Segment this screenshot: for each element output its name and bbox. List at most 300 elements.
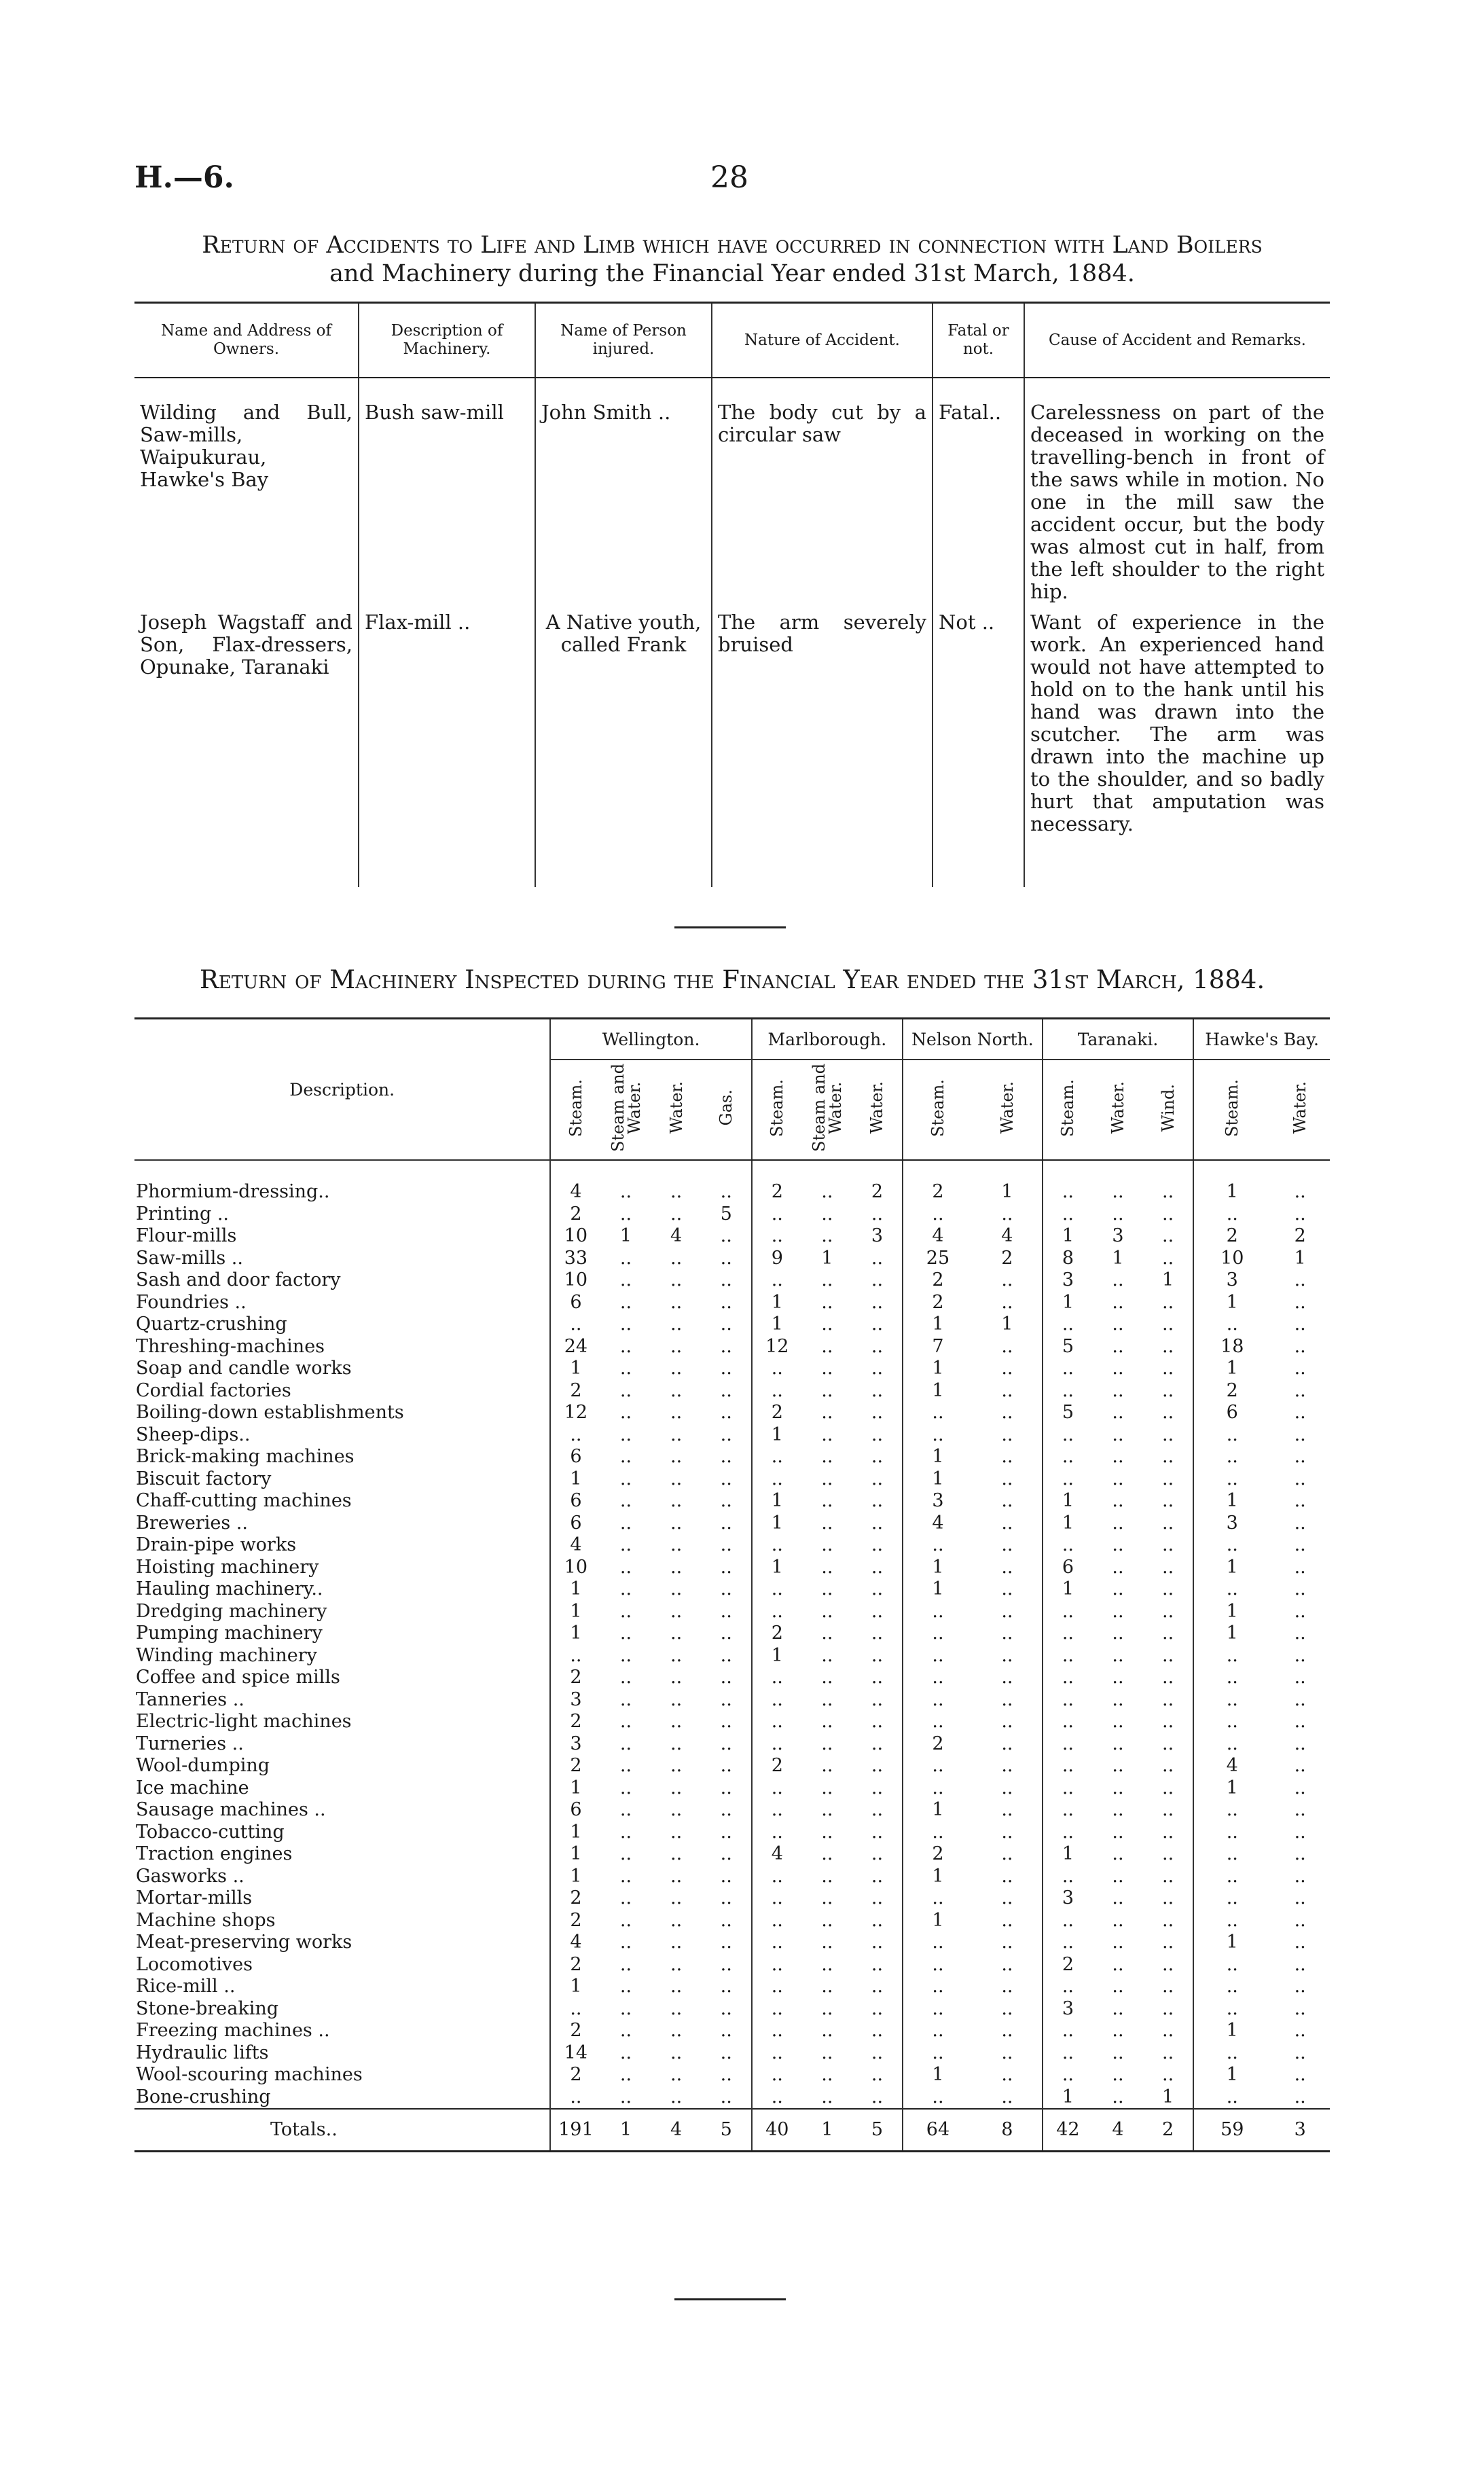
count-cell-taranaki-steam: ..	[1043, 1623, 1093, 1645]
count-cell-wellington-steam-and-water: ..	[619, 1887, 632, 1908]
count-cell-wellington-steam-and-water: ..	[619, 2020, 632, 2041]
count-cell-taranaki-water: 1	[1112, 1247, 1124, 1269]
count-cell-wellington-steam-and-water: ..	[619, 1733, 632, 1754]
count-cell-wellington-gas: ..	[720, 1512, 732, 1534]
count-cell-hawkes-bay-water: ..	[1294, 1446, 1306, 1467]
machinery-row	[134, 2042, 1330, 2065]
count-cell-marlborough-water: ..	[871, 1777, 884, 1798]
machinery-description-cell: Saw-mills ..	[136, 1247, 243, 1269]
count-cell-wellington-water: ..	[670, 1269, 683, 1290]
count-cell-wellington-steam: 1	[550, 1468, 600, 1491]
count-cell-marlborough-water: ..	[871, 1358, 884, 1379]
count-cell-marlborough-water: ..	[871, 1247, 884, 1269]
count-cell-taranaki-water: 4	[1093, 2109, 1143, 2152]
count-cell-hawkes-bay-water: ..	[1294, 1667, 1306, 1688]
count-cell-hawkes-bay-water: ..	[1294, 2064, 1306, 2085]
count-cell-wellington-water: ..	[670, 1623, 683, 1644]
count-cell-taranaki-steam: ..	[1043, 2020, 1093, 2042]
count-cell-taranaki-wind: ..	[1162, 1446, 1174, 1467]
machinery-row	[134, 1380, 1330, 1403]
count-cell-marlborough-water: ..	[871, 1534, 884, 1555]
count-cell-marlborough-steam-and-water: ..	[821, 1667, 833, 1688]
count-cell-wellington-gas: ..	[720, 1976, 732, 1997]
machinery-description-cell: Hydraulic lifts	[136, 2042, 269, 2063]
count-cell-marlborough-water: ..	[871, 1755, 884, 1776]
count-cell-nelson-north-water: 2	[1001, 1247, 1013, 1269]
column-header-nelson-north-water	[973, 1060, 1043, 1160]
section-divider	[674, 926, 786, 928]
count-cell-wellington-gas: ..	[720, 1247, 732, 1269]
count-cell-taranaki-water: ..	[1112, 1314, 1124, 1335]
machinery-description-cell: Chaff-cutting machines	[136, 1490, 352, 1511]
count-cell-wellington-water: ..	[670, 1534, 683, 1555]
count-cell-marlborough-steam: ..	[752, 1667, 802, 1689]
count-cell-hawkes-bay-steam: ..	[1193, 1799, 1270, 1822]
count-cell-marlborough-steam-and-water: ..	[821, 1468, 833, 1489]
count-cell-hawkes-bay-water: ..	[1294, 1623, 1306, 1644]
count-cell-hawkes-bay-water: ..	[1294, 1821, 1306, 1843]
count-cell-wellington-steam: 4	[550, 1932, 600, 1954]
accident-row	[134, 607, 1330, 887]
running-head	[134, 160, 1330, 201]
region-nelson-north: Nelson North.	[903, 1019, 1043, 1060]
count-cell-wellington-steam-and-water: ..	[619, 1777, 632, 1798]
count-cell-marlborough-water: ..	[871, 1865, 884, 1887]
count-cell-hawkes-bay-water: ..	[1294, 1578, 1306, 1599]
count-cell-wellington-water: ..	[670, 2064, 683, 2085]
count-cell-taranaki-wind: ..	[1162, 1711, 1174, 1732]
count-cell-marlborough-steam: 1	[752, 1513, 802, 1535]
count-cell-marlborough-steam: ..	[752, 1534, 802, 1557]
machinery-row	[134, 1667, 1330, 1689]
machinery-row	[134, 1204, 1330, 1226]
count-cell-wellington-steam: 3	[550, 1733, 600, 1756]
count-cell-hawkes-bay-water: ..	[1294, 1358, 1306, 1379]
accident-row	[134, 378, 1330, 607]
count-cell-marlborough-steam: 9	[752, 1248, 802, 1270]
machinery-row	[134, 1689, 1330, 1712]
count-cell-taranaki-wind: ..	[1162, 1358, 1174, 1379]
count-cell-hawkes-bay-water: ..	[1294, 1733, 1306, 1754]
count-cell-marlborough-steam-and-water: ..	[821, 1534, 833, 1555]
count-cell-hawkes-bay-steam: ..	[1193, 1733, 1270, 1756]
count-cell-wellington-water: ..	[670, 1600, 683, 1622]
count-cell-hawkes-bay-steam: ..	[1193, 1998, 1270, 2021]
count-cell-wellington-steam-and-water: 1	[600, 2109, 651, 2152]
count-cell-nelson-north-water: ..	[1001, 1843, 1013, 1864]
count-cell-marlborough-steam: ..	[752, 1689, 802, 1712]
count-cell-nelson-north-water: ..	[1001, 1446, 1013, 1467]
machinery-row	[134, 2020, 1330, 2042]
machinery-region-header-row	[134, 1019, 1330, 1060]
count-cell-taranaki-wind: ..	[1162, 1865, 1174, 1887]
count-cell-hawkes-bay-steam: ..	[1193, 1424, 1270, 1447]
count-cell-taranaki-wind: ..	[1162, 1953, 1174, 1975]
count-cell-wellington-water: ..	[670, 1578, 683, 1599]
count-cell-wellington-water: ..	[670, 1997, 683, 2019]
count-cell-hawkes-bay-water: ..	[1294, 1534, 1306, 1555]
count-cell-marlborough-water: ..	[871, 2086, 884, 2107]
count-cell-hawkes-bay-water: ..	[1294, 1181, 1306, 1202]
count-cell-hawkes-bay-steam: 4	[1193, 1755, 1270, 1777]
count-cell-taranaki-wind: ..	[1162, 1468, 1174, 1489]
count-cell-nelson-north-water: ..	[1001, 1335, 1013, 1357]
count-cell-marlborough-steam-and-water: ..	[821, 1269, 833, 1290]
count-cell-marlborough-steam: ..	[752, 1954, 802, 1976]
count-cell-nelson-north-water: ..	[1001, 1733, 1013, 1754]
column-header-wellington-steam	[550, 1060, 600, 1160]
machinery-row	[134, 1534, 1330, 1557]
count-cell-wellington-water: ..	[670, 1247, 683, 1269]
count-cell-wellington-steam: ..	[550, 1645, 600, 1667]
count-cell-taranaki-water: ..	[1112, 1446, 1124, 1467]
machinery-description-cell: Sheep-dips..	[136, 1424, 251, 1445]
count-cell-hawkes-bay-steam: ..	[1193, 1314, 1270, 1336]
count-cell-wellington-water: ..	[670, 1446, 683, 1467]
count-cell-hawkes-bay-water: ..	[1294, 2042, 1306, 2063]
count-cell-wellington-water: ..	[670, 1667, 683, 1688]
machinery-description-cell: Ice machine	[136, 1777, 249, 1798]
count-cell-taranaki-steam: ..	[1043, 1932, 1093, 1954]
count-cell-marlborough-water: ..	[871, 1379, 884, 1401]
count-cell-taranaki-wind: ..	[1162, 1225, 1174, 1246]
count-cell-wellington-steam: 6	[550, 1446, 600, 1468]
count-cell-wellington-water: ..	[670, 1468, 683, 1489]
count-cell-marlborough-steam: ..	[752, 1578, 802, 1601]
count-cell-taranaki-steam: 2	[1043, 1954, 1093, 1976]
count-cell-taranaki-steam: 3	[1043, 1887, 1093, 1910]
column-header-label: Wind.	[1158, 1083, 1178, 1132]
count-cell-hawkes-bay-steam: ..	[1193, 2086, 1270, 2110]
count-cell-nelson-north-water: 4	[1001, 1225, 1013, 1246]
count-cell-taranaki-steam: ..	[1043, 1976, 1093, 1998]
machinery-description-cell: Soap and candle works	[136, 1358, 352, 1379]
count-cell-taranaki-steam: ..	[1043, 1910, 1093, 1932]
column-header-label: Steam.	[1223, 1079, 1242, 1137]
count-cell-marlborough-steam: 4	[752, 1843, 802, 1866]
count-cell-marlborough-steam: ..	[752, 1380, 802, 1403]
count-cell-wellington-steam: 1	[550, 1623, 600, 1645]
column-header-label: Steam.	[928, 1079, 947, 1137]
machinery-row	[134, 1623, 1330, 1645]
count-cell-hawkes-bay-steam: 1	[1193, 1292, 1270, 1314]
count-cell-wellington-steam: 6	[550, 1490, 600, 1513]
count-cell-marlborough-steam: ..	[752, 1887, 802, 1910]
machinery-description-cell: Wool-scouring machines	[136, 2064, 363, 2085]
count-cell-nelson-north-water: ..	[1001, 2064, 1013, 2085]
count-cell-marlborough-steam: 1	[752, 1314, 802, 1336]
count-cell-hawkes-bay-steam: ..	[1193, 1446, 1270, 1468]
count-cell-wellington-water: ..	[670, 1953, 683, 1975]
count-cell-taranaki-steam: ..	[1043, 1799, 1093, 1822]
column-header-label: Steam.	[566, 1079, 585, 1137]
count-cell-marlborough-steam-and-water: ..	[821, 1843, 833, 1864]
column-header-taranaki-steam	[1043, 1060, 1093, 1160]
count-cell-taranaki-wind: 2	[1143, 2109, 1193, 2152]
count-cell-wellington-steam: 1	[550, 1578, 600, 1601]
count-cell-marlborough-steam-and-water: ..	[821, 1379, 833, 1401]
count-cell-hawkes-bay-steam: ..	[1193, 1468, 1270, 1491]
count-cell-marlborough-steam: ..	[752, 2020, 802, 2042]
count-cell-marlborough-water: ..	[871, 1953, 884, 1975]
count-cell-marlborough-steam: ..	[752, 1932, 802, 1954]
count-cell-wellington-gas: ..	[720, 1909, 732, 1931]
count-cell-hawkes-bay-water: ..	[1294, 1402, 1306, 1423]
count-cell-hawkes-bay-steam: 2	[1193, 1225, 1270, 1248]
count-cell-wellington-steam-and-water: ..	[619, 1181, 632, 1202]
count-cell-hawkes-bay-steam: 1	[1193, 2020, 1270, 2042]
count-cell-taranaki-steam: ..	[1043, 1601, 1093, 1623]
count-cell-taranaki-water: ..	[1112, 1755, 1124, 1776]
count-cell-taranaki-steam: ..	[1043, 1777, 1093, 1800]
count-cell-wellington-steam: 1	[550, 1777, 600, 1800]
count-cell-marlborough-steam-and-water: ..	[821, 2086, 833, 2107]
region-hawkes-bay: Hawke's Bay.	[1193, 1019, 1330, 1060]
machinery-row	[134, 1799, 1330, 1822]
accidents-header-person: Name of Person injured.	[535, 303, 712, 378]
count-cell-marlborough-water: ..	[871, 1468, 884, 1489]
count-cell-wellington-gas: ..	[720, 1843, 732, 1864]
machinery-description-cell: Meat-preserving works	[136, 1932, 352, 1953]
count-cell-nelson-north-steam: ..	[903, 1424, 973, 1447]
count-cell-hawkes-bay-steam: ..	[1193, 1866, 1270, 1888]
column-header-wellington-steam-and-water	[600, 1060, 651, 1160]
count-cell-wellington-gas: ..	[720, 2020, 732, 2041]
count-cell-taranaki-wind: ..	[1162, 1909, 1174, 1931]
page-number: 28	[710, 160, 748, 195]
column-header-label: Steam.	[767, 1079, 787, 1137]
count-cell-wellington-steam-and-water: ..	[619, 1269, 632, 1290]
count-cell-wellington-steam-and-water: ..	[619, 1623, 632, 1644]
count-cell-wellington-steam: ..	[550, 1314, 600, 1336]
count-cell-taranaki-water: ..	[1112, 1490, 1124, 1511]
count-cell-hawkes-bay-water: ..	[1294, 1843, 1306, 1864]
count-cell-hawkes-bay-water: ..	[1294, 1379, 1306, 1401]
count-cell-nelson-north-water: ..	[1001, 1468, 1013, 1489]
count-cell-wellington-gas: ..	[720, 1446, 732, 1467]
count-cell-wellington-steam-and-water: ..	[619, 1490, 632, 1511]
count-cell-marlborough-steam-and-water: ..	[821, 1490, 833, 1511]
count-cell-wellington-gas: ..	[720, 1755, 732, 1776]
count-cell-wellington-steam-and-water: ..	[619, 1997, 632, 2019]
count-cell-wellington-gas: ..	[720, 2042, 732, 2063]
column-header-label: Water.	[997, 1081, 1017, 1134]
count-cell-wellington-steam: ..	[550, 1998, 600, 2021]
count-cell-nelson-north-water: ..	[1001, 1358, 1013, 1379]
count-cell-taranaki-steam: ..	[1043, 1645, 1093, 1667]
count-cell-wellington-steam-and-water: ..	[619, 1865, 632, 1887]
accident-nature: The arm severely bruised	[712, 607, 933, 887]
machinery-description-cell: Threshing-machines	[136, 1335, 325, 1357]
count-cell-marlborough-steam: 1	[752, 1557, 802, 1579]
count-cell-taranaki-steam: ..	[1043, 1689, 1093, 1712]
count-cell-taranaki-wind: ..	[1162, 1402, 1174, 1423]
machinery-description-cell: Brick-making machines	[136, 1446, 355, 1467]
count-cell-wellington-steam: 4	[550, 1534, 600, 1557]
machinery-description-cell: Flour-mills	[136, 1225, 237, 1246]
count-cell-taranaki-water: ..	[1112, 1512, 1124, 1534]
count-cell-marlborough-steam: ..	[752, 1601, 802, 1623]
count-cell-hawkes-bay-water: ..	[1294, 1556, 1306, 1578]
machinery-row	[134, 1932, 1330, 1954]
count-cell-wellington-steam-and-water: ..	[619, 1755, 632, 1776]
column-header-wellington-water	[651, 1060, 702, 1160]
count-cell-taranaki-water: ..	[1112, 1402, 1124, 1423]
count-cell-wellington-steam: 2	[550, 1667, 600, 1689]
count-cell-taranaki-wind: ..	[1162, 1335, 1174, 1357]
machinery-row	[134, 1490, 1330, 1513]
count-cell-marlborough-water: ..	[871, 1932, 884, 1953]
count-cell-wellington-steam: 33	[550, 1248, 600, 1270]
count-cell-taranaki-steam: 3	[1043, 1998, 1093, 2021]
machinery-row	[134, 1358, 1330, 1380]
count-cell-nelson-north-steam: ..	[903, 1777, 973, 1800]
count-cell-marlborough-steam-and-water: ..	[821, 1799, 833, 1820]
count-cell-wellington-steam: 6	[550, 1799, 600, 1822]
machinery-description-cell: Mortar-mills	[136, 1887, 253, 1908]
count-cell-nelson-north-steam: ..	[903, 1822, 973, 1844]
count-cell-taranaki-wind: ..	[1162, 1247, 1174, 1269]
count-cell-taranaki-wind: ..	[1162, 1932, 1174, 1953]
count-cell-hawkes-bay-steam: ..	[1193, 1689, 1270, 1712]
count-cell-wellington-gas: ..	[720, 1314, 732, 1335]
count-cell-wellington-steam: 2	[550, 1755, 600, 1777]
machinery-row	[134, 1314, 1330, 1336]
column-header-taranaki-wind	[1143, 1060, 1193, 1160]
count-cell-taranaki-steam: ..	[1043, 1822, 1093, 1844]
machinery-description-cell: Tobacco-cutting	[136, 1821, 285, 1843]
machinery-description-cell: Breweries ..	[136, 1512, 248, 1534]
count-cell-taranaki-water: ..	[1112, 1865, 1124, 1887]
machinery-description-cell: Turneries ..	[136, 1733, 244, 1754]
count-cell-taranaki-steam: ..	[1043, 1446, 1093, 1468]
count-cell-nelson-north-steam: ..	[903, 1534, 973, 1557]
count-cell-wellington-steam-and-water: ..	[619, 1667, 632, 1688]
count-cell-nelson-north-water: ..	[1001, 1799, 1013, 1820]
count-cell-nelson-north-water: ..	[1001, 1512, 1013, 1534]
count-cell-taranaki-steam: 1	[1043, 2086, 1093, 2110]
accidents-header-cause: Cause of Accident and Remarks.	[1024, 303, 1330, 378]
count-cell-marlborough-steam-and-water: ..	[821, 1424, 833, 1445]
count-cell-marlborough-steam-and-water: ..	[821, 1556, 833, 1578]
count-cell-hawkes-bay-water: ..	[1294, 1600, 1306, 1622]
count-cell-wellington-steam: 2	[550, 2064, 600, 2086]
count-cell-nelson-north-water: ..	[1001, 1534, 1013, 1555]
count-cell-taranaki-wind: ..	[1162, 1424, 1174, 1445]
count-cell-wellington-gas: ..	[720, 1644, 732, 1666]
column-header-label: Gas.	[717, 1089, 736, 1126]
machinery-header-description: Description.	[134, 1019, 550, 1161]
column-header-nelson-north-steam	[903, 1060, 973, 1160]
count-cell-wellington-gas: ..	[720, 1379, 732, 1401]
count-cell-marlborough-steam-and-water: ..	[821, 1865, 833, 1887]
count-cell-taranaki-steam: 1	[1043, 1490, 1093, 1513]
count-cell-nelson-north-water: ..	[1001, 1269, 1013, 1290]
count-cell-hawkes-bay-steam: 6	[1193, 1402, 1270, 1424]
count-cell-taranaki-water: ..	[1112, 1335, 1124, 1357]
count-cell-taranaki-water: ..	[1112, 1623, 1124, 1644]
count-cell-marlborough-water: ..	[871, 1644, 884, 1666]
count-cell-taranaki-wind: ..	[1162, 1291, 1174, 1313]
count-cell-wellington-steam-and-water: ..	[619, 1468, 632, 1489]
count-cell-wellington-gas: ..	[720, 1688, 732, 1710]
count-cell-nelson-north-steam: 4	[903, 1513, 973, 1535]
count-cell-wellington-steam-and-water: ..	[619, 1578, 632, 1599]
count-cell-hawkes-bay-steam: ..	[1193, 1645, 1270, 1667]
count-cell-wellington-gas: ..	[720, 1291, 732, 1313]
count-cell-marlborough-steam: ..	[752, 1777, 802, 1800]
count-cell-nelson-north-water: ..	[1001, 1865, 1013, 1887]
count-cell-marlborough-steam: ..	[752, 1269, 802, 1292]
count-cell-wellington-steam-and-water: ..	[619, 1600, 632, 1622]
count-cell-hawkes-bay-steam: ..	[1193, 1667, 1270, 1689]
count-cell-wellington-steam: ..	[550, 1424, 600, 1447]
accident-nature: The body cut by a circular saw	[712, 378, 933, 607]
count-cell-marlborough-steam-and-water: ..	[821, 2064, 833, 2085]
count-cell-wellington-gas: 5	[720, 1203, 732, 1225]
count-cell-wellington-steam-and-water: ..	[619, 1909, 632, 1931]
region-marlborough: Marlborough.	[752, 1019, 903, 1060]
count-cell-hawkes-bay-water: ..	[1294, 1997, 1306, 2019]
machinery-description-cell: Rice-mill ..	[136, 1976, 236, 1997]
count-cell-marlborough-steam-and-water: ..	[821, 2042, 833, 2063]
count-cell-hawkes-bay-steam: 3	[1193, 1513, 1270, 1535]
machinery-description-cell: Sausage machines ..	[136, 1799, 326, 1820]
count-cell-wellington-gas: ..	[720, 1335, 732, 1357]
count-cell-marlborough-water: ..	[871, 1203, 884, 1225]
count-cell-wellington-steam: 2	[550, 1887, 600, 1910]
count-cell-nelson-north-steam: ..	[903, 1755, 973, 1777]
count-cell-wellington-gas: ..	[720, 1777, 732, 1798]
count-cell-taranaki-steam: 5	[1043, 1336, 1093, 1358]
count-cell-nelson-north-steam: 2	[903, 1292, 973, 1314]
count-cell-wellington-water: ..	[670, 1909, 683, 1931]
count-cell-marlborough-water: ..	[871, 1402, 884, 1423]
count-cell-nelson-north-steam: ..	[903, 1998, 973, 2021]
accident-fatal: Fatal..	[933, 378, 1024, 607]
column-header-label: Water.	[1108, 1081, 1127, 1134]
count-cell-nelson-north-water: ..	[1001, 1556, 1013, 1578]
count-cell-marlborough-water: ..	[871, 1733, 884, 1754]
count-cell-taranaki-wind: ..	[1162, 1623, 1174, 1644]
count-cell-hawkes-bay-water: ..	[1294, 1269, 1306, 1290]
count-cell-marlborough-steam: 1	[752, 1292, 802, 1314]
machinery-row	[134, 1269, 1330, 1292]
accident-machinery: Flax-mill ..	[359, 607, 535, 887]
count-cell-taranaki-wind: ..	[1162, 1733, 1174, 1754]
count-cell-marlborough-steam-and-water: ..	[821, 1976, 833, 1997]
count-cell-nelson-north-water: ..	[1001, 2042, 1013, 2063]
count-cell-marlborough-water: 3	[871, 1225, 884, 1246]
count-cell-nelson-north-steam: ..	[903, 1976, 973, 1998]
machinery-row	[134, 1336, 1330, 1358]
count-cell-marlborough-water: ..	[871, 1909, 884, 1931]
count-cell-wellington-steam-and-water: ..	[619, 1247, 632, 1269]
count-cell-taranaki-water: ..	[1112, 1291, 1124, 1313]
count-cell-taranaki-water: ..	[1112, 1843, 1124, 1864]
machinery-description-cell: Boiling-down establishments	[136, 1402, 404, 1423]
count-cell-taranaki-steam: ..	[1043, 1667, 1093, 1689]
count-cell-nelson-north-steam: 1	[903, 1380, 973, 1403]
count-cell-nelson-north-water: ..	[1001, 1688, 1013, 1710]
count-cell-hawkes-bay-steam: ..	[1193, 1578, 1270, 1601]
count-cell-hawkes-bay-water: ..	[1294, 1865, 1306, 1887]
region-taranaki: Taranaki.	[1043, 1019, 1193, 1060]
count-cell-marlborough-water: ..	[871, 1667, 884, 1688]
machinery-row	[134, 1755, 1330, 1777]
count-cell-taranaki-wind: 1	[1162, 1269, 1174, 1290]
count-cell-taranaki-wind: ..	[1162, 1821, 1174, 1843]
